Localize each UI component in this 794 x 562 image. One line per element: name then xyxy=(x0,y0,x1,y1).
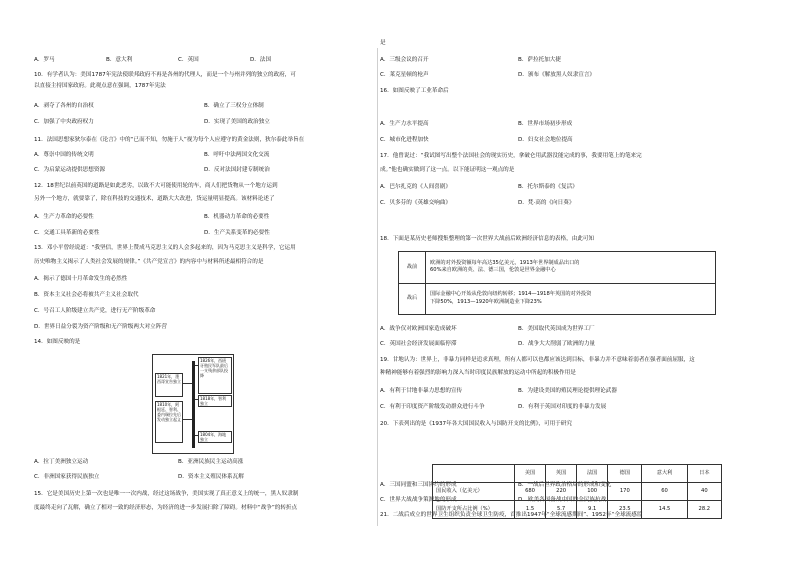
table-row xyxy=(433,483,722,501)
q18-economy-table xyxy=(398,251,716,315)
timeline-event-1810: 1810年，阿根廷、智利、委内瑞拉先后发动独立起义 xyxy=(155,401,183,443)
table-header-cell xyxy=(433,465,515,483)
q19-option-a: A．有利于甘地非暴力思想的宣传 xyxy=(380,388,463,394)
q21-text: 21．二战后成立的世界卫生组织负责全球卫生防疫，首推出1947年“全球流感期间”、1952年“全球流感监 xyxy=(380,512,643,518)
q12-option-c: C．交通工具革新的必要性 xyxy=(34,230,100,236)
q17-option-d: D．梵·高的《向日葵》 xyxy=(518,200,575,206)
q17-option-c: C．贝多芬的《英雄交响曲》 xyxy=(380,200,452,206)
table-cell-line: 欧洲的对外投资额每年高达35亿美元，1913年世界制成品出口的 xyxy=(430,259,580,266)
q18-option-a: A．战争仅对欧洲国家造成破坏 xyxy=(380,326,457,332)
q13-option-c: C．号召工人阶级建立共产党，进行无产阶级革命 xyxy=(34,308,156,314)
table-cell: 9.1 xyxy=(577,501,608,519)
q20-income-defense-table xyxy=(432,464,722,519)
q18-option-d: D．战争大大削弱了欧洲的力量 xyxy=(518,341,596,347)
q17-option-b: B．托尔斯泰的《复活》 xyxy=(518,184,578,190)
q11-option-a: A．尊崇中国的传统文明 xyxy=(34,152,94,158)
q13-option-d: D．世界日益分裂为资产阶级和无产阶级两大对立阵营 xyxy=(34,324,167,330)
q11-option-d: D．反对法国封建专制统治 xyxy=(204,167,270,173)
q14-option-a: A．拉丁美洲独立运动 xyxy=(34,459,89,465)
q20-option-b: B．一战后世界政治格局的形成和变化 xyxy=(518,482,612,488)
table-header-cell: 日本 xyxy=(687,465,721,483)
timeline-event-1804: 1804年，海地独立 xyxy=(198,431,232,443)
table-cell: 40 xyxy=(687,483,721,501)
q19-option-c: C．有利于印度资产阶级发动群众进行斗争 xyxy=(380,404,485,410)
q10-text-line1: 10．有学者认为：美国1787年宪法使联邦政府不再是各州的代理人，而是一个与州并列的独立的政府，可 xyxy=(34,72,296,78)
q10-option-a: A．剥夺了各州的自治权 xyxy=(34,103,94,109)
q9-option-a: A．罗马 xyxy=(34,57,55,63)
table-cell: 170 xyxy=(608,483,642,501)
q19-text-line2: 种精神能够有着强烈的影响力深入当时印度民族解放的运动中所起的积极作用是 xyxy=(380,370,576,376)
q9-option-c: C．英国 xyxy=(178,57,199,63)
q16-option-c: C．城市化进程加快 xyxy=(380,137,429,143)
q13-text-line1: 13．邓小平曾经说道：“我坚信，世界上赞成马克思主义的人会多起来的，因为马克思主义是科学，它运用 xyxy=(34,245,296,251)
timeline-event-1826: 1826年，西班牙殖民军队最后一支残余部队投降 xyxy=(198,357,232,394)
table-cell: 1.5 xyxy=(515,501,546,519)
q11-option-b: B．呼吁中法两国文化交流 xyxy=(204,152,270,158)
table-cell: 220 xyxy=(546,483,577,501)
table-cell-label: 战前 xyxy=(399,252,426,284)
q19-option-b: B．为建设美国的殖民理论提供理论武器 xyxy=(518,388,617,394)
table-cell-content xyxy=(426,252,716,284)
table-cell: 5.7 xyxy=(546,501,577,519)
q20-option-d: D．欧美各国备战中国的全民族抗战 xyxy=(518,497,607,503)
timeline-event-1818: 1818年，智利独立 xyxy=(198,395,232,407)
q14-option-b: B．亚洲民族民主运动高涨 xyxy=(178,459,244,465)
q16-text: 16．如图反映了工业革命后 xyxy=(380,88,449,94)
q17-option-a: A．巴尔扎克的《人间喜剧》 xyxy=(380,184,451,190)
table-cell-label: 战后 xyxy=(399,283,426,315)
q14-title: 14．如图反映的是 xyxy=(34,339,81,345)
q15-option-b: B．萨拉托加大捷 xyxy=(518,57,561,63)
table-cell-line: 60%来自欧洲的英、法、德三国，伦敦是世界金融中心 xyxy=(430,267,556,274)
q13-option-a: A．揭示了德国十月革命发生的必然性 xyxy=(34,276,128,282)
table-cell: 23.5 xyxy=(608,501,642,519)
q12-option-d: D．生产关系变革的必要性 xyxy=(204,230,270,236)
q12-text-line1: 12．18世纪以前英国的道路是如此恶劣，以致不大可能使用轮的车，商人们把货物从一个地方运到 xyxy=(34,183,278,189)
q16-option-a: A．生产力水平提高 xyxy=(380,121,429,127)
q13-text-line2: 历史唯物主义揭示了人类社会发展的规律。”《共产党宣言》的内容中与材料所述最相符合的是 xyxy=(34,259,264,265)
q16-option-b: B．世界市场初步形成 xyxy=(518,121,573,127)
table-cell: 60 xyxy=(642,483,687,501)
table-cell: 国民收入（亿美元） xyxy=(433,483,515,501)
table-header-cell: 美国 xyxy=(515,465,546,483)
q18-option-b: B．美国取代英国成为世界工厂 xyxy=(518,326,595,332)
q13-option-b: B．资本主义社会必将被共产主义社会取代 xyxy=(34,292,139,298)
table-header-cell: 英国 xyxy=(546,465,577,483)
q12-option-b: B．机器动力革命的必要性 xyxy=(204,214,270,220)
q10-option-b: B．确立了三权分立体制 xyxy=(204,103,264,109)
timeline-event-1821: 1821年，墨西哥宣告独立 xyxy=(155,373,183,397)
table-header-cell: 意大利 xyxy=(642,465,687,483)
q17-text-line2: 成。”他也确实做到了这一点。以下能证明这一观点的是 xyxy=(380,167,515,173)
q10-option-d: D．实现了美国的政治独立 xyxy=(204,119,270,125)
q15-text-line1: 15．它是美国历史上第一次也是唯一一次内战，经过这场战争，美国实现了真正意义上的统一，黑人奴隶制 xyxy=(34,491,299,497)
q12-text-line2: 另外一个地方，就要靠了，除在科技的交通技术，道路大大改进，货运量明显提高。该材料论述了 xyxy=(34,196,275,202)
q9-option-d: D．法国 xyxy=(250,57,272,63)
q18-option-c: C．英国社会经济发展面临停滞 xyxy=(380,341,457,347)
q10-option-c: C．加强了中央政府权力 xyxy=(34,119,94,125)
table-header-cell: 德国 xyxy=(608,465,642,483)
q20-text: 20．下表列出的是《1937年各大国国民收入与国防开支的比例》，可用于研究 xyxy=(380,421,572,427)
table-cell: 100 xyxy=(577,483,608,501)
q9-option-b: B．意大利 xyxy=(106,57,133,63)
q18-text: 18．下面是某历史老师搜集整理的第一次世界大战前后欧洲经济信息的表格，由此可知 xyxy=(380,236,595,242)
q16-option-d: D．妇女社会地位提高 xyxy=(518,137,573,143)
q19-text-line1: 19．甘地认为：世界上，非暴力同样是追求真理，所有人都可以也都应该达到目标，非暴力并不意味着弱者在强者面前屈服，这 xyxy=(380,357,695,363)
table-header-row xyxy=(433,465,722,483)
q14-option-d: D．资本主义殖民体系瓦解 xyxy=(178,474,244,480)
table-cell: 国防开支所占比例（%） xyxy=(433,501,515,519)
q19-option-d: D．有利于英国对印度的非暴力发展 xyxy=(518,404,607,410)
q15-option-d: D．颁布《解放黑人奴隶宣言》 xyxy=(518,72,596,78)
table-cell: 680 xyxy=(515,483,546,501)
column-divider xyxy=(377,48,378,526)
q15-option-c: C．莱克星顿的枪声 xyxy=(380,72,429,78)
q14-option-c: C．非洲国家获得民族独立 xyxy=(34,474,100,480)
table-cell: 28.2 xyxy=(687,501,721,519)
table-cell: 14.5 xyxy=(642,501,687,519)
table-cell-line: 下降50%，1913—1920年欧洲制造业下降23% xyxy=(430,298,542,305)
q12-option-a: A．生产力革命的必要性 xyxy=(34,214,94,220)
q15-text-line2: 度最终走向了瓦解，确立了相对一致的经济形态，为经济的进一步发展扫除了障碍。材料中“战争”的转折点 xyxy=(34,505,298,511)
q15-option-a: A．三级会议的召开 xyxy=(380,57,429,63)
table-row xyxy=(433,501,722,519)
q20-option-c: C．世界大战战争策源地的形成 xyxy=(380,497,457,503)
q11-text: 11．法国思想家狄尔泰在《论言》中的“已而不知，勿施于人”视为每个人应遵守的黄金法则，狄尔泰此举旨在 xyxy=(34,137,305,143)
q15-continuation: 是 xyxy=(380,40,386,46)
table-cell-content xyxy=(426,283,716,315)
q10-text-line2: 以直接主持国家政府。此观点意在强调，1787年宪法 xyxy=(34,83,166,89)
q11-option-c: C．为启蒙运动提供思想资源 xyxy=(34,167,106,173)
table-cell-line: 国际金融中心开始从伦敦向纽约转移；1914—1918年英国的对外投资 xyxy=(430,291,592,298)
independence-timeline-figure xyxy=(152,354,234,454)
table-row xyxy=(399,252,716,284)
q17-text-line1: 17．他曾说过：“我试图写出整个法国社会的现实历史，拿破仑用武器没能完成的事，我要用笔上的笔来完 xyxy=(380,153,642,159)
table-header-cell: 法国 xyxy=(577,465,608,483)
q20-option-a: A．三国同盟和三国协约的形成 xyxy=(380,482,457,488)
table-row xyxy=(399,283,716,315)
